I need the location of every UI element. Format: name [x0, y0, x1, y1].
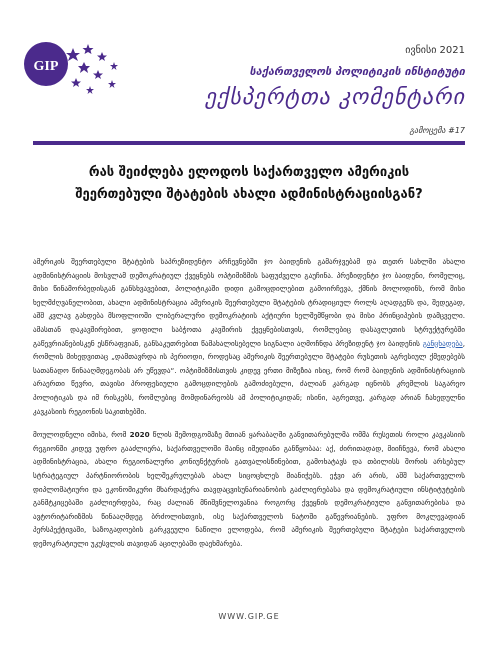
issue-number: გამოცემა #17	[409, 126, 465, 135]
publication-date: ივნისი 2021	[405, 45, 465, 56]
paragraph-2	[33, 428, 465, 550]
organization-name: საქართველოს პოლიტიკის ინსტიტუტი	[249, 65, 465, 78]
gip-logo	[18, 40, 128, 102]
statement-link[interactable]: განცხადება	[422, 338, 463, 348]
paragraph-2-text-b: წლის შემოდგომაზე მთიან ყარაბაღში განვითარებულმა ომმა რუსეთის როლი კავკასიის რეგიონში კიდევ უფრო გააძლიერა, საქართველოში მაინც იმედიანი განწყობაა: აქ, ძირითადად, მიიჩნევა, რომ ახალი ადმინისტრაცია, ახალი რეგიონალური კონიუნქტურის გათვალისწინებით, გამოხატავს და თბილისს შორის არსებულ სტრატეგიულ პარტნიორობის ხელშეკრულებას ახალ სიცოცხლეს მიანიჭებს. ეჭვი არ არის, აშშ საქართველოს დიპლომატიური და ეკონომიკური მხარდაჭერა თავდაცვისუნარიანობის გაძლიერებასა და დემოკრატიული ინსტიტუტების განმტკიცებაში გაძლიერდება, რაც ძალიან მნიშვნელოვანია როგორც ქვეყნის დემოკრატიული განვითარებისა და ავტორიტარიზმის წინააღმდეგ ბრძოლისთვის, ისე საქართველოს ნატოში გაწევრიანების. უფრო მოკლევადიან პერსპექტივაში, საზოგადოების გარკვეული ნაწილი ელოდება, რომ ამერიკის შეერთებული შტატები საქართველოს დემოკრატიული უკუსვლის თავიდან აცილებაში დაეხმარება.	[33, 430, 465, 548]
logo-stars	[66, 44, 118, 94]
headline: რას შეიძლება ელოდოს საქართველო ამერიკის შეერთებული შტატების ახალი ადმინისტრაციისგან?	[75, 165, 423, 202]
logo-text: GIP	[33, 59, 59, 74]
paragraph-1-text-b: , რომლის მიხედვითაც „დამთავრდა ის პერიოდი, როდესაც ამერიკის შეერთებული შტატები რუსეთის აგრესიულ ქმედებებს სათანადო წინააღმდეგობას არ უწევდა“. ოპტიმიზმისთვის კიდევ ერთი მიზეზია ისიც, რომ რომ ბაიდენის ადმინისტრაციის არაერთი წევრი, თავისი პროფესიული გამოცდილების გამოძიებული, ძალიან კარგად იცნობს კრემლის საგარეო პოლიტიკას და იმ რისკებს, რომლებიც მომდინარეობს ამ პოლიტიკიდან; ისინი, აგრეთვე, კარგად არიან ჩახედულნი კავკასიის რეგიონის საკითხებში.	[33, 338, 465, 416]
paragraph-2-year: 2020	[129, 430, 150, 440]
paragraph-1	[33, 255, 465, 418]
header-divider	[33, 141, 465, 145]
article-body	[33, 255, 465, 560]
paragraph-2-text-a: მოულოდნელი იმისა, რომ	[33, 430, 127, 440]
footer-website: WWW.GIP.GE	[218, 612, 280, 621]
publication-type: ექსპერტთა კომენტარი	[204, 85, 465, 110]
paragraph-1-text-a: ამერიკის შეერთებული შტატების საპრეზიდენტო არჩევნებში ჯო ბაიდენის გამარჯვებამ და თეთრ სახლში ახალი ადმინისტრაციის მოსვლამ დემოკრატიულ ქვეყნებს ოპტიმიზმის საფუძველი გაუჩინა. პრეზიდენტი ჯო ბაიდენი, რომელიც, მისი წინამორბედისგან განსხვავებით, პოლიტიკაში დიდი გამოცდილებით გამოირჩევა, ქმნის მოლოდინს, რომ მისი ხელმძღვანელობით, ახალი ადმინისტრაცია ამერიკის შეერთებული შტატების ტრადიციულ როლს აღადგენს და, შედეგად, აშშ კვლავ გახდება მსოფლიოში ლიბერალური დემოკრატიის აქტიური ხელშემწყობი და მისი პრინციპების დამცველი. ამასთან დაკავშირებით, ყოფილი საბჭოთა კავშირის ქვეყნებისთვის, რომლებიც დასავლეთის სტრუქტურებში გაწევრიანებისკენ ესწრაფვიან, განსაკუთრებით წამახალისებელი სიგნალი აღმოჩნდა პრეზიდენტ ჯო ბაიდენის	[33, 257, 465, 348]
